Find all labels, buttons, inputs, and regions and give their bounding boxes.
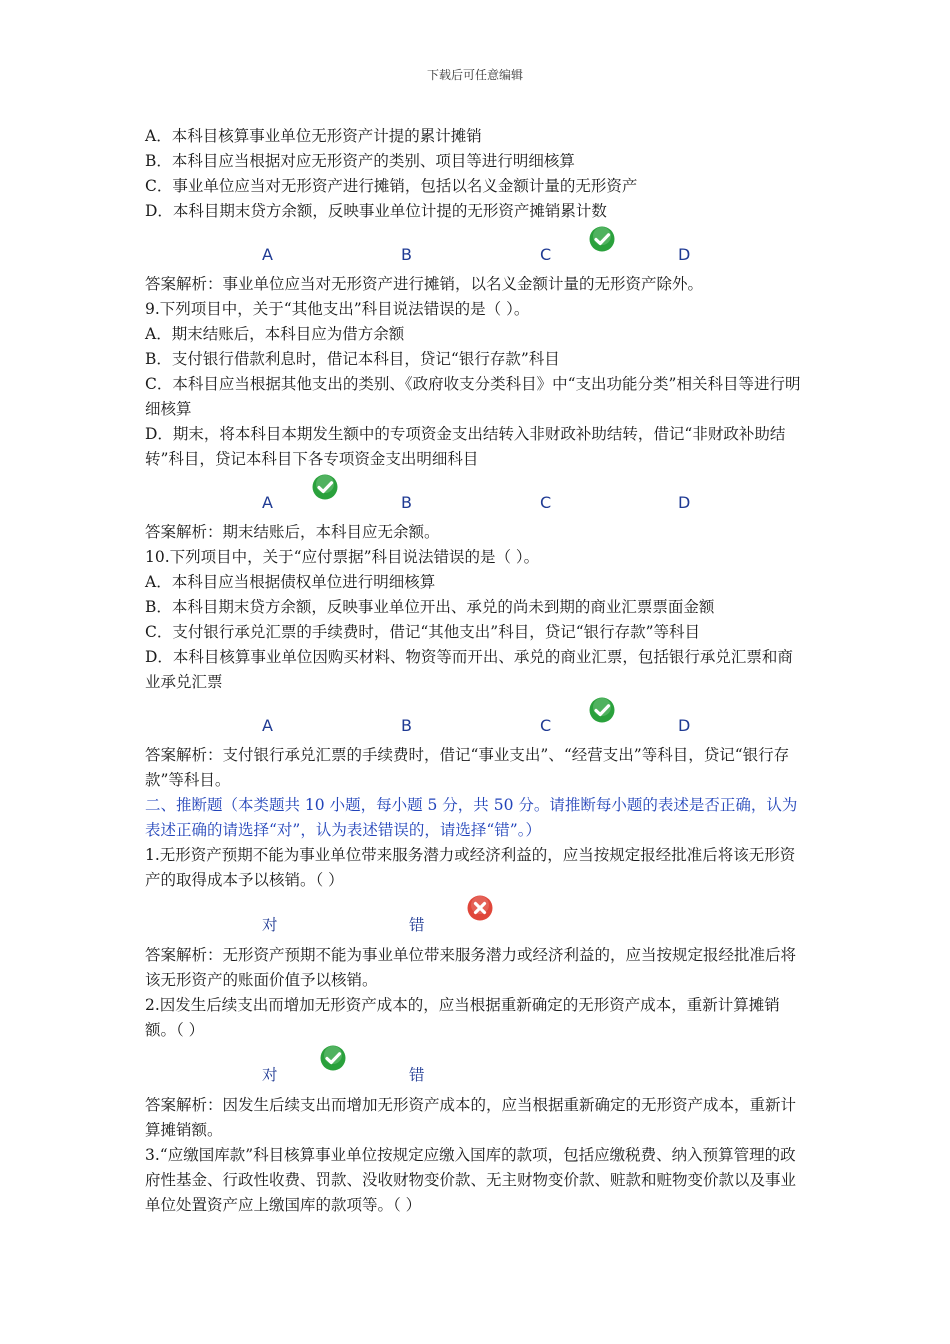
q8-explanation: 答案解析：事业单位应当对无形资产进行摊销，以名义金额计量的无形资产除外。	[145, 275, 704, 293]
tf1-answer-false[interactable]: 错	[409, 916, 425, 934]
q10-answer-row	[145, 699, 807, 741]
check-icon	[320, 1045, 346, 1071]
page-header: 下载后可任意编辑	[426, 68, 523, 82]
document-body	[145, 124, 807, 1218]
q9-option-a: A．期末结账后，本科目应为借方余额	[145, 325, 405, 343]
check-icon	[589, 226, 615, 252]
q8-option-a: A．本科目核算事业单位无形资产计提的累计摊销	[145, 127, 482, 145]
q10-answer-c[interactable]: C	[540, 716, 552, 735]
q10-option-b: B．本科目期末贷方余额，反映事业单位开出、承兑的尚未到期的商业汇票票面金额	[145, 598, 715, 616]
tf2-answer-row	[145, 1047, 807, 1091]
q9-answer-row	[145, 476, 807, 518]
q9-option-b: B．支付银行借款利息时，借记本科目，贷记“银行存款”科目	[145, 350, 560, 368]
section-heading: 二、推断题（本类题共 10 小题，每小题 5 分，共 50 分。请推断每小题的表述是否正确，认为表述正确的请选择“对”，认为表述错误的，请选择“错”。）	[145, 796, 798, 839]
q8-option-b: B．本科目应当根据对应无形资产的类别、项目等进行明细核算	[145, 152, 575, 170]
q8-option-d: D．本科目期末贷方余额，反映事业单位计提的无形资产摊销累计数	[145, 202, 607, 220]
q10-answer-b[interactable]: B	[401, 716, 412, 735]
cross-icon	[467, 895, 493, 921]
q10-option-c: C．支付银行承兑汇票的手续费时，借记“其他支出”科目，贷记“银行存款”等科目	[145, 623, 701, 641]
tf1-explanation: 答案解析：无形资产预期不能为事业单位带来服务潜力或经济利益的，应当按规定报经批准后将该无形资产的账面价值予以核销。	[145, 946, 797, 989]
q8-answer-row	[145, 228, 807, 270]
q8-answer-d[interactable]: D	[678, 245, 691, 264]
tf3-stem: 3.“应缴国库款”科目核算事业单位按规定应缴入国库的款项，包括应缴税费、纳入预算管理的政府性基金、行政性收费、罚款、没收财物变价款、无主财物变价款、赃款和赃物变价款以及事业单位处置资产应上缴国库的款项等。（ ）	[145, 1146, 797, 1214]
q9-explanation: 答案解析：期末结账后，本科目应无余额。	[145, 523, 440, 541]
q9-stem: 9.下列项目中，关于“其他支出”科目说法错误的是（ ）。	[145, 300, 530, 318]
check-icon	[589, 697, 615, 723]
q9-answer-a[interactable]: A	[262, 493, 273, 512]
q10-answer-d[interactable]: D	[678, 716, 691, 735]
tf2-stem: 2.因发生后续支出而增加无形资产成本的，应当根据重新确定的无形资产成本，重新计算摊销额。（ ）	[145, 996, 780, 1039]
q10-option-d: D．本科目核算事业单位因购买材料、物资等而开出、承兑的商业汇票，包括银行承兑汇票和商业承兑汇票	[145, 648, 793, 691]
tf2-answer-false[interactable]: 错	[409, 1066, 425, 1084]
tf1-answer-row	[145, 897, 807, 941]
q8-answer-c[interactable]: C	[540, 245, 552, 264]
q8-answer-a[interactable]: A	[262, 245, 273, 264]
tf2-answer-true[interactable]: 对	[262, 1066, 278, 1084]
tf1-stem: 1.无形资产预期不能为事业单位带来服务潜力或经济利益的，应当按规定报经批准后将该无形资产的取得成本予以核销。（ ）	[145, 846, 796, 889]
q9-answer-b[interactable]: B	[401, 493, 412, 512]
tf1-answer-true[interactable]: 对	[262, 916, 278, 934]
q9-option-d: D．期末，将本科目本期发生额中的专项资金支出结转入非财政补助结转，借记“非财政补助结转”科目，贷记本科目下各专项资金支出明细科目	[145, 425, 786, 468]
q10-stem: 10.下列项目中，关于“应付票据”科目说法错误的是（ ）。	[145, 548, 540, 566]
q9-answer-c[interactable]: C	[540, 493, 552, 512]
check-icon	[312, 474, 338, 500]
q9-option-c: C．本科目应当根据其他支出的类别、《政府收支分类科目》中“支出功能分类”相关科目等进行明细核算	[145, 375, 801, 418]
q8-answer-b[interactable]: B	[401, 245, 412, 264]
tf2-explanation: 答案解析：因发生后续支出而增加无形资产成本的，应当根据重新确定的无形资产成本，重新计算摊销额。	[145, 1096, 797, 1139]
q10-explanation: 答案解析：支付银行承兑汇票的手续费时，借记“事业支出”、“经营支出”等科目，贷记“银行存款”等科目。	[145, 746, 790, 789]
q10-option-a: A．本科目应当根据债权单位进行明细核算	[145, 573, 436, 591]
q10-answer-a[interactable]: A	[262, 716, 273, 735]
q9-answer-d[interactable]: D	[678, 493, 691, 512]
q8-option-c: C．事业单位应当对无形资产进行摊销，包括以名义金额计量的无形资产	[145, 177, 638, 195]
